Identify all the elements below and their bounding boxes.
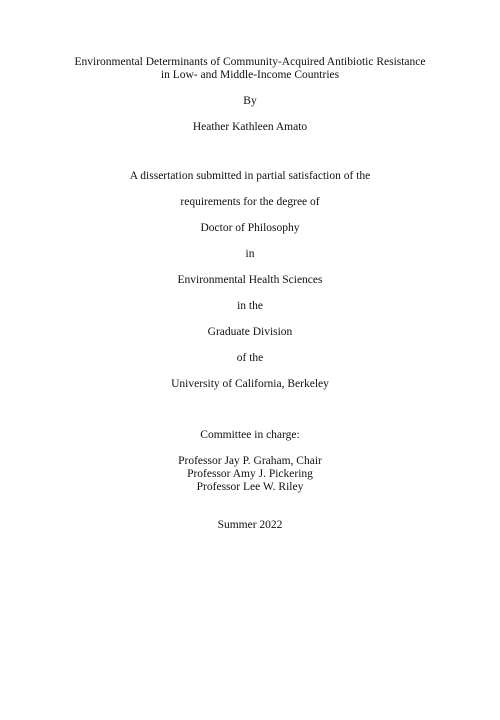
committee-member: Professor Lee W. Riley [196,481,304,493]
field-of-study: Environmental Health Sciences [177,274,323,286]
degree-name: Doctor of Philosophy [200,222,300,234]
university-name: University of California, Berkeley [171,378,329,390]
author-name: Heather Kathleen Amato [192,121,308,133]
committee-heading: Committee in charge: [200,429,300,441]
in-the-label: in the [237,300,263,312]
submission-statement-line-2: requirements for the degree of [180,196,320,208]
dissertation-title-line-1: Environmental Determinants of Community-Acquired Antibiotic Resistance [74,56,426,68]
by-label: By [243,95,257,107]
submission-date: Summer 2022 [217,519,283,531]
committee-member: Professor Jay P. Graham, Chair [178,455,322,467]
committee-member: Professor Amy J. Pickering [187,468,313,480]
dissertation-title-line-2: in Low- and Middle-Income Countries [160,69,340,81]
graduate-division: Graduate Division [207,326,293,338]
in-label: in [245,248,255,260]
of-the-label: of the [236,352,264,364]
submission-statement-line-1: A dissertation submitted in partial satisfaction of the [129,170,371,182]
